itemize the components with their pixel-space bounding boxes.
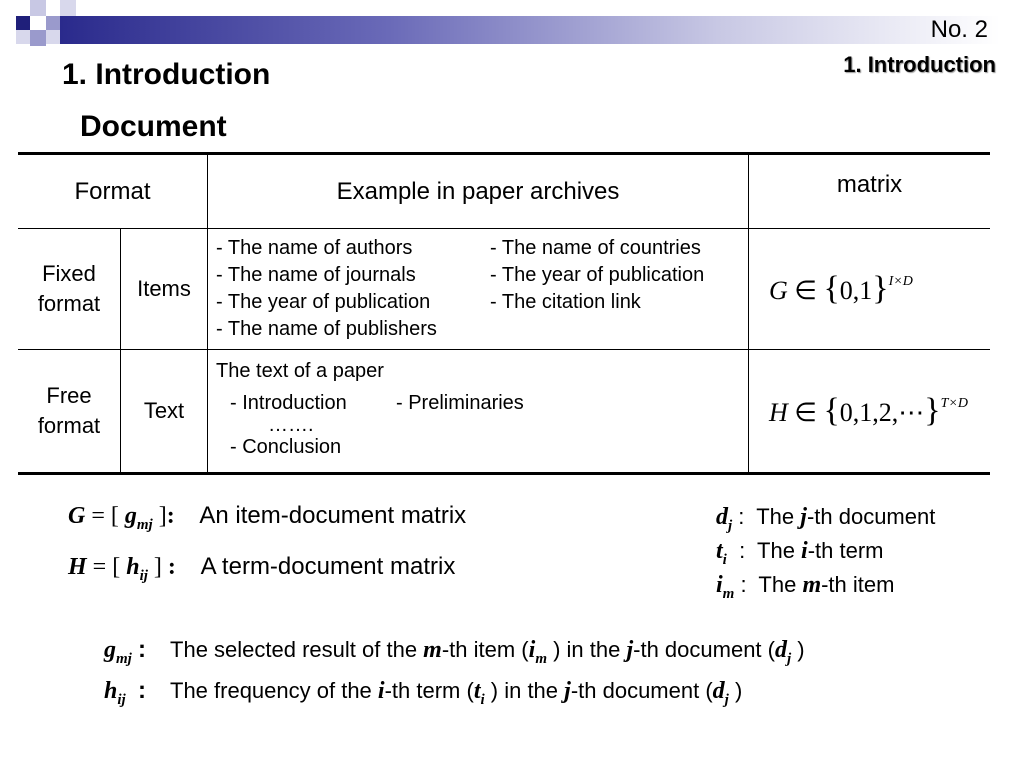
matrix-symbol-h: H (769, 398, 788, 427)
note-g-text: The selected result of the (170, 637, 424, 662)
header-format: Format (18, 154, 208, 229)
legend-t-var: i (801, 538, 808, 564)
text-cell: Text (121, 350, 208, 474)
legend-t-text: The (757, 538, 802, 563)
list-item: - The name of journals (216, 264, 416, 286)
format-table (18, 152, 990, 475)
definition-h (68, 553, 455, 585)
formula-g: G = [ $g_{mj}$ ]: (68, 503, 175, 533)
ellipsis-text: ……. (268, 414, 314, 436)
legend-d-text-post: -th document (806, 504, 936, 529)
matrix-exponent: T×D (940, 396, 968, 411)
note-g: $g_{mj}$ : The selected result of the m-th item ($i_m$ ) in the j-th document ($d_j$ ) (104, 636, 805, 667)
free-matrix-formula: H ∈ {0,1,2,⋯}$^{T\times D}$ (769, 392, 968, 429)
list-item: - The year of publication (490, 264, 705, 286)
fixed-examples-cell (208, 229, 749, 350)
matrix-exponent: I×D (888, 274, 913, 289)
list-item: - The citation link (490, 291, 641, 313)
fixed-examples-left (216, 235, 490, 343)
matrix-set: 0,1,2,⋯ (839, 398, 925, 427)
section-label: 1. Introduction (843, 52, 996, 77)
definition-g-text: An item-document matrix (199, 502, 467, 529)
fixed-examples-right (490, 235, 740, 343)
header-matrix: matrix (749, 154, 991, 229)
list-item: - The year of publication (216, 291, 431, 313)
decor-square (30, 30, 46, 46)
list-item: - Conclusion (230, 436, 342, 458)
list-item: - The name of countries (490, 237, 701, 259)
header-gradient-bar (60, 16, 1000, 44)
note-g-text: ) (791, 637, 805, 662)
list-item: - Preliminaries (396, 392, 524, 414)
fixed-matrix-cell (749, 229, 991, 350)
decor-square (16, 30, 30, 44)
table-header-row (18, 154, 990, 229)
legend-i: $i_m$ : The m-th item (716, 572, 895, 602)
items-cell: Items (121, 229, 208, 350)
decor-square (60, 0, 76, 16)
table-row (18, 229, 990, 350)
page-number: No. 2 (930, 16, 988, 43)
free-text-line: The text of a paper (216, 360, 384, 382)
note-g-text: -th item ( (441, 637, 529, 662)
fixed-format-cell (18, 229, 121, 350)
fixed-matrix-formula: G ∈ $\{0,1\}^{I\times D}$ (769, 270, 913, 307)
legend-d-text: The (756, 504, 801, 529)
note-h-text: The frequency of the (170, 678, 378, 703)
table-row (18, 350, 990, 474)
legend-i-var: m (802, 572, 822, 598)
header-example: Example in paper archives (208, 154, 749, 229)
page-subtitle: Document (80, 110, 227, 143)
free-format-label: Free format (37, 383, 101, 438)
decor-square (46, 16, 60, 30)
free-sections-row (216, 390, 740, 416)
note-h-text: ) (728, 678, 743, 703)
free-format-cell (18, 350, 121, 474)
legend-t: $t_i$ : The i-th term (716, 538, 884, 568)
legend-t-text-post: -th term (807, 538, 884, 563)
matrix-symbol-g: G (769, 276, 788, 305)
note-h-text: -th term ( (384, 678, 474, 703)
definition-g (68, 502, 466, 534)
free-matrix-cell (749, 350, 991, 474)
decor-square (46, 30, 60, 44)
free-examples-cell (208, 350, 749, 474)
list-item: - The name of authors (216, 237, 413, 259)
matrix-set: 0,1 (839, 276, 873, 305)
page-title: 1. Introduction (62, 58, 271, 91)
formula-h: H = [ $h_{ij}$ ] : (68, 554, 176, 584)
legend-i-text: The (758, 572, 803, 597)
list-item: - Introduction (230, 392, 347, 414)
decor-square (30, 0, 46, 16)
list-item: - The name of publishers (216, 318, 437, 340)
fixed-format-label: Fixed format (37, 261, 101, 316)
definition-h-text: A term-document matrix (200, 553, 456, 580)
legend-d: $d_j$ : The j-th document (716, 504, 936, 534)
legend-i-text-post: -th item (821, 572, 895, 597)
note-g-text: -th document ( (633, 637, 775, 662)
note-g-text: ) in the (546, 637, 627, 662)
decor-square (16, 16, 30, 30)
legend-d-var: j (800, 504, 807, 530)
note-h: $h_{ij}$ : The frequency of the i-th term ($t_i$ ) in the j-th document ($d_j$ ) (104, 677, 743, 708)
note-h-text: -th document ( (570, 678, 713, 703)
note-h-text: ) in the (484, 678, 565, 703)
